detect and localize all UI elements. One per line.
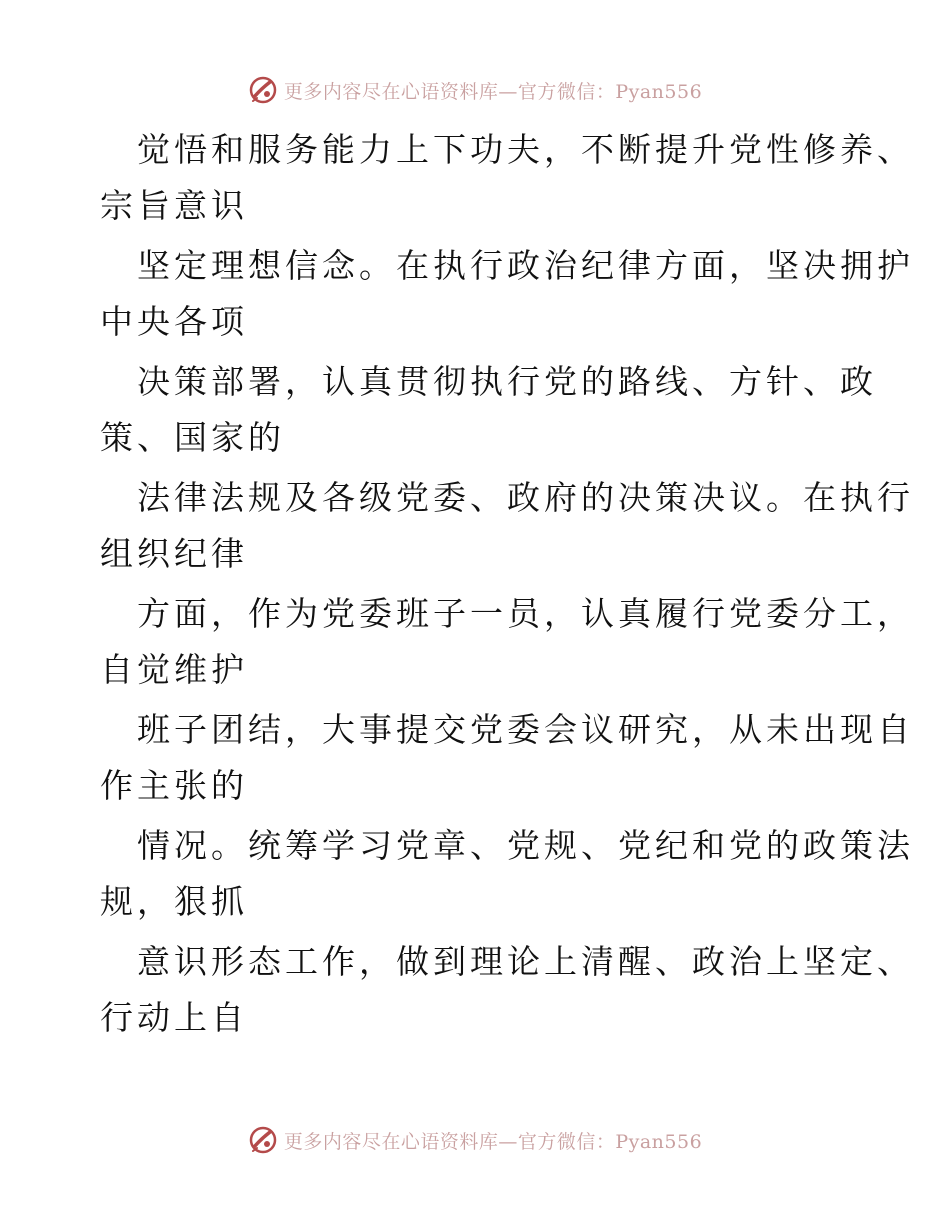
footer-banner-text: 更多内容尽在心语资料库—官方微信：Pyan556 xyxy=(283,1130,703,1153)
body-line: 中央各项 xyxy=(100,302,248,341)
body-line: 情况。统筹学习党章、党规、党纪和党的政策法 xyxy=(137,826,914,865)
body-line: 行动上自 xyxy=(100,998,248,1037)
body-line: 决策部署，认真贯彻执行党的路线、方针、政 xyxy=(137,362,877,401)
header-banner xyxy=(0,72,950,108)
body-line: 意识形态工作，做到理论上清醒、政治上坚定、 xyxy=(137,942,914,981)
body-line: 自觉维护 xyxy=(100,650,248,689)
body-line: 作主张的 xyxy=(100,766,248,805)
body-line: 规，狠抓 xyxy=(100,882,248,921)
body-line: 宗旨意识 xyxy=(100,186,248,225)
header-banner-text: 更多内容尽在心语资料库—官方微信：Pyan556 xyxy=(283,80,703,103)
body-line: 觉悟和服务能力上下功夫，不断提升党性修养、 xyxy=(137,130,914,169)
body-line: 班子团结，大事提交党委会议研究，从未出现自 xyxy=(137,710,914,749)
footer-banner xyxy=(0,1122,950,1158)
brush-pen-logo-icon xyxy=(248,1125,278,1155)
body-line: 方面，作为党委班子一员，认真履行党委分工， xyxy=(137,594,914,633)
body-line: 坚定理想信念。在执行政治纪律方面，坚决拥护 xyxy=(137,246,914,285)
body-line: 策、国家的 xyxy=(100,418,285,457)
body-line: 组织纪律 xyxy=(100,534,248,573)
brush-pen-logo-icon xyxy=(248,75,278,105)
body-line: 法律法规及各级党委、政府的决策决议。在执行 xyxy=(137,478,914,517)
